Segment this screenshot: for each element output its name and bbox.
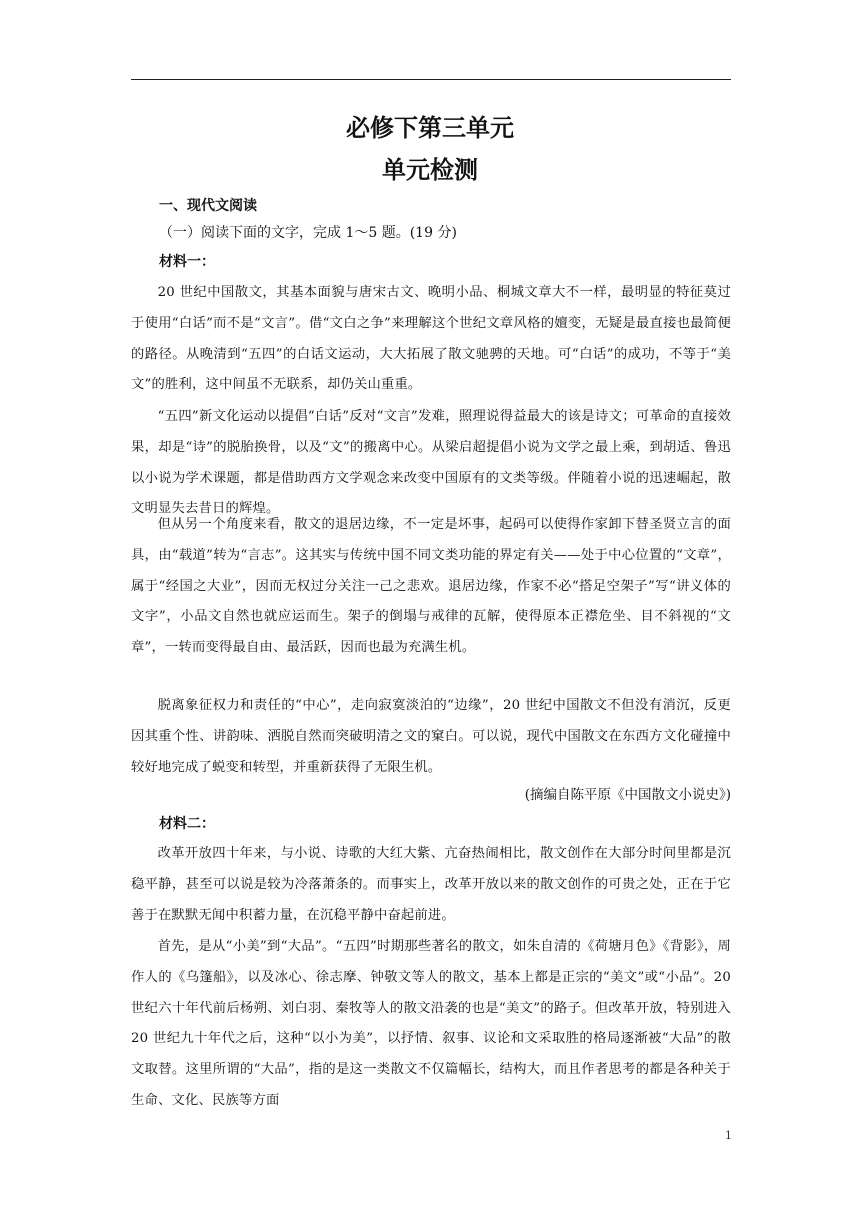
- material-2-paragraph-2: 首先，是从“小美”到“大品”。“五四”时期那些著名的散文，如朱自清的《荷塘月色》《背影》，周作人的《乌篷船》，以及冰心、徐志摩、钟敬文等人的散文，基本上都是正宗的“美文”或“小品”。20 世纪六十年代前后杨朔、刘白羽、秦牧等人的散文沿袭的也是“美文”的路子。但改革开放，特别进入 20 世纪九十年代之后，这种“以小为美”，以抒情、叙事、议论和文采取胜的格局逐渐被“大品”的散文取替。这里所谓的“大品”，指的是这一类散文不仅篇幅长，结构大，而且作者思考的都是各种关于生命、文化、民族等方面: [131, 939, 731, 1108]
- document-subtitle: 单元检测: [382, 156, 478, 184]
- material-2-label: 材料二：: [159, 816, 215, 832]
- material-1-paragraph-4: 脱离象征权力和责任的“中心”，走向寂寞淡泊的“边缘”，20 世纪中国散文不但没有消沉，反更因其重个性、讲韵味、洒脱自然而突破明清之文的窠白。可以说，现代中国散文在东西方文化碰撞中较好地完成了蜕变和转型，并重新获得了无限生机。: [131, 698, 731, 775]
- section-heading: 一、现代文阅读: [159, 198, 257, 214]
- material-1-label: 材料一：: [159, 254, 215, 270]
- document-title: 必修下第三单元: [346, 114, 514, 142]
- page-number: 1: [725, 1129, 732, 1142]
- material-1-paragraph-3: 但从另一个角度来看，散文的退居边缘，不一定是坏事，起码可以使得作家卸下替圣贤立言的面具，由“载道”转为“言志”。这其实与传统中国不同文类功能的界定有关——处于中心位置的“文章”，属于“经国之大业”，因而无权过分关注一己之悲欢。退居边缘，作家不必“搭足空架子”写“讲义体的文字”，小品文自然也就应运而生。架子的倒塌与戒律的瓦解，使得原本正襟危坐、目不斜视的“文章”，一转而变得最自由、最活跃，因而也最为充满生机。: [131, 517, 731, 656]
- reading-instruction: （一）阅读下面的文字，完成 1～5 题。(19 分): [159, 225, 457, 241]
- material-1-paragraph-2: “五四”新文化运动以提倡“白话”反对“文言”发难，照理说得益最大的该是诗文；可革命的直接效果，却是“诗”的脱胎换骨，以及“文”的搬离中心。从梁启超提倡小说为文学之最上乘，到胡适、鲁迅以小说为学术课题，都是借助西方文学观念来改变中国原有的文类等级。伴随着小说的迅速崛起，散文明显失去昔日的辉煌。: [131, 409, 731, 517]
- header-rule: [131, 79, 731, 80]
- material-1-paragraph-1: 20 世纪中国散文，其基本面貌与唐宋古文、晚明小品、桐城文章大不一样，最明显的特征莫过于使用“白话”而不是“文言”。借“文白之争”来理解这个世纪文章风格的嬗变，无疑是最直接也最简便的路径。从晚清到“五四”的白话文运动，大大拓展了散文驰骋的天地。可“白话”的成功，不等于“美文”的胜利，这中间虽不无联系，却仍关山重重。: [131, 285, 731, 393]
- material-1-source: (摘编自陈平原《中国散文小说史》): [524, 787, 731, 803]
- material-2-paragraph-1: 改革开放四十年来，与小说、诗歌的大红大紫、亢奋热闹相比，散文创作在大部分时间里都是沉稳平静，甚至可以说是较为冷落萧条的。而事实上，改革开放以来的散文创作的可贵之处，正在于它善于在默默无闻中积蓄力量，在沉稳平静中奋起前进。: [131, 846, 731, 923]
